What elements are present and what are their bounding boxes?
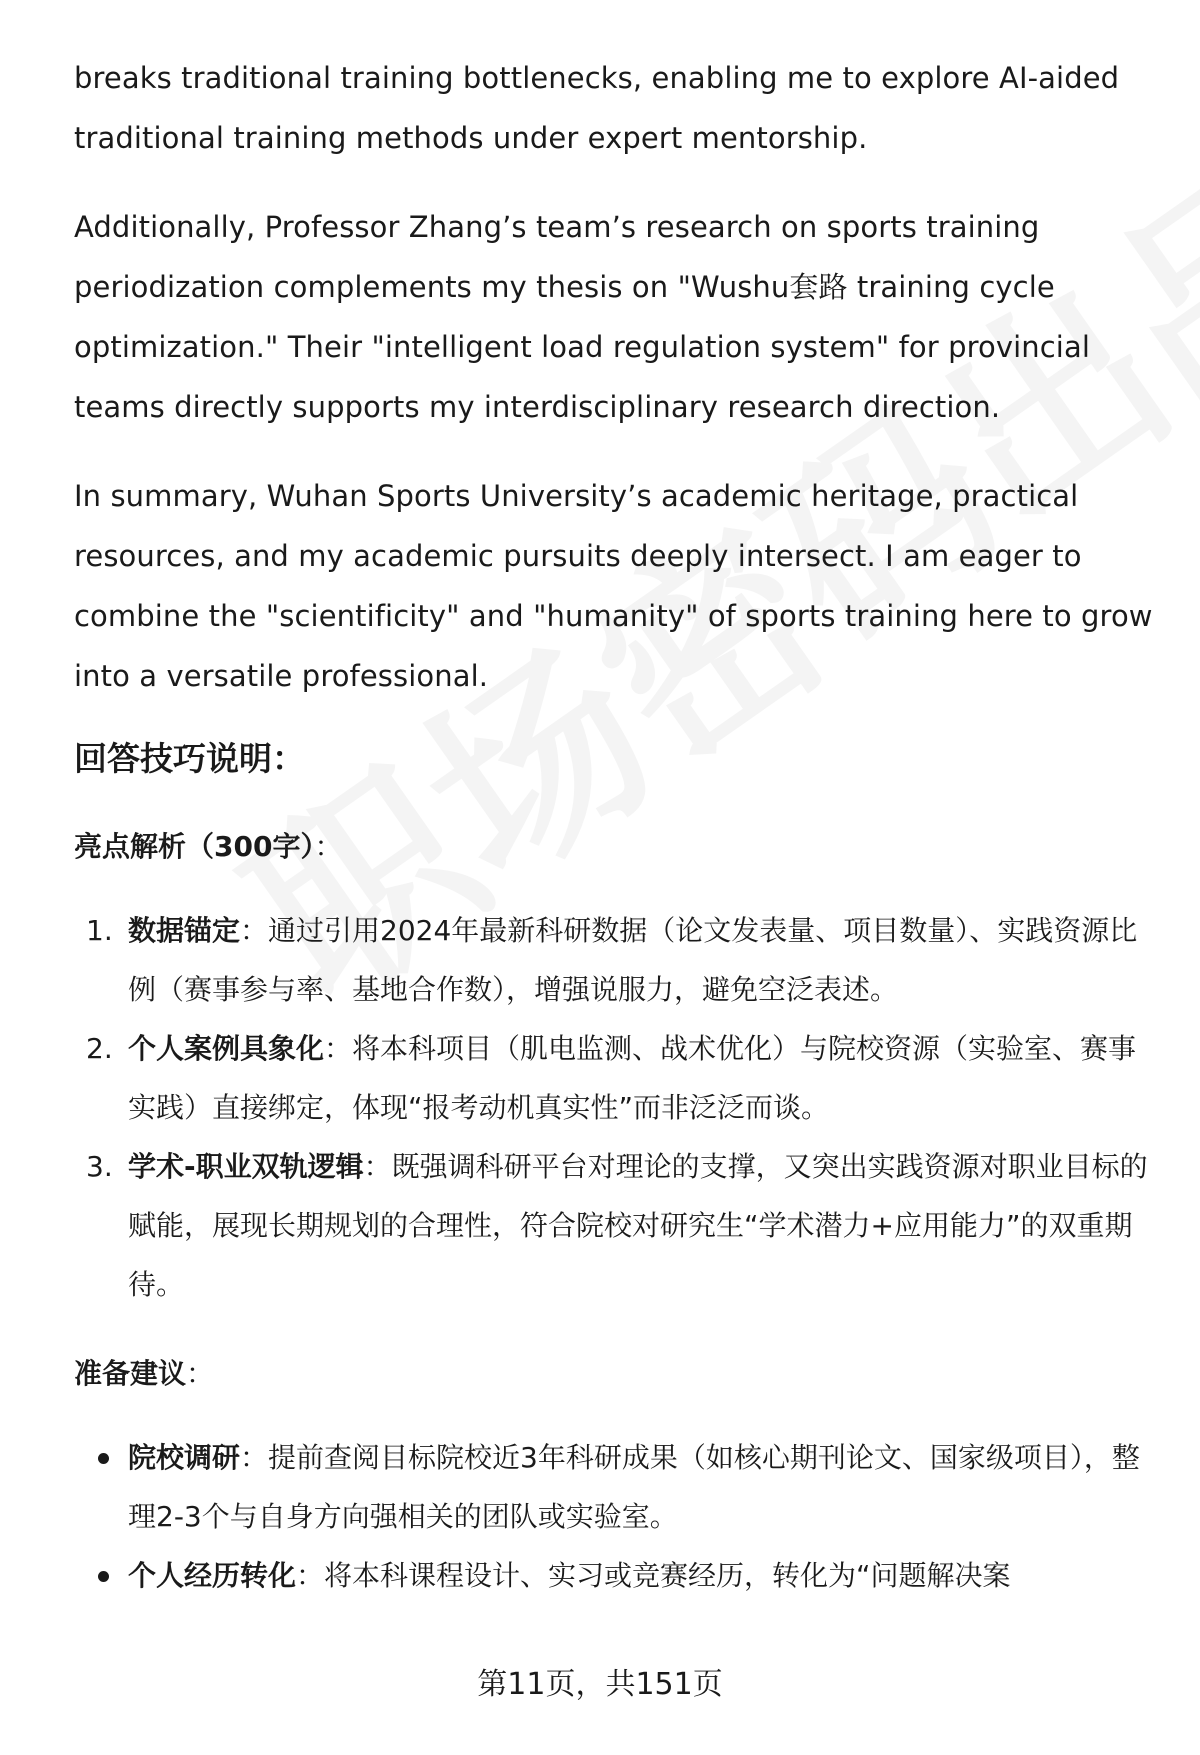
document-page bbox=[74, 48, 1154, 1641]
paragraph: Additionally, Professor Zhang’s team’s research on sports training periodization complements my thesis on "Wushu套路 training cycle optimization." Their "intelligent load regulation system" for provincial teams directly supports my interdisciplinary research direction. bbox=[74, 210, 1090, 424]
section-title: 回答技巧说明： bbox=[74, 739, 305, 778]
highlights-heading-text: 亮点解析（300字） bbox=[74, 830, 315, 863]
list-item bbox=[74, 1546, 1154, 1605]
preparation-list bbox=[74, 1428, 1154, 1605]
list-item bbox=[74, 1137, 1154, 1314]
bullet-icon bbox=[98, 1571, 109, 1582]
bullet-icon bbox=[98, 1453, 109, 1464]
list-number: 1. bbox=[86, 914, 113, 947]
list-item bbox=[74, 901, 1154, 1019]
page-number-footer: 第11页，共151页 bbox=[477, 1667, 723, 1702]
item-text: ：将本科项目（肌电监测、战术优化）与院校资源（实验室、赛事实践）直接绑定，体现“报考动机真实性”而非泛泛而谈。 bbox=[128, 1032, 1137, 1124]
preparation-heading bbox=[74, 1350, 1154, 1398]
item-lead: 个人案例具象化 bbox=[128, 1032, 325, 1065]
item-lead: 个人经历转化 bbox=[128, 1559, 297, 1592]
paragraph: breaks traditional training bottlenecks, enabling me to explore AI-aided traditional training methods under expert mentorship. bbox=[74, 61, 1120, 155]
item-lead: 数据锚定 bbox=[128, 914, 241, 947]
item-text: ：通过引用2024年最新科研数据（论文发表量、项目数量）、实践资源比例（赛事参与率、基地合作数），增强说服力，避免空泛表述。 bbox=[128, 914, 1138, 1006]
preparation-heading-suffix: ： bbox=[186, 1357, 215, 1390]
paragraph: In summary, Wuhan Sports University’s academic heritage, practical resources, and my academic pursuits deeply intersect. I am eager to combine the "scientificity" and "humanity" of sports training here to grow into a versatile professional. bbox=[74, 479, 1153, 693]
list-item bbox=[74, 1428, 1154, 1546]
preparation-heading-text: 准备建议 bbox=[74, 1357, 187, 1390]
item-text: ：既强调科研平台对理论的支撑，又突出实践资源对职业目标的赋能，展现长期规划的合理性，符合院校对研究生“学术潜力+应用能力”的双重期待。 bbox=[128, 1150, 1148, 1301]
highlights-list bbox=[74, 901, 1154, 1314]
highlights-heading bbox=[74, 823, 1154, 871]
list-number: 2. bbox=[86, 1032, 113, 1065]
item-text: ：将本科课程设计、实习或竞赛经历，转化为“问题解决案 bbox=[296, 1559, 1011, 1592]
item-lead: 学术-职业双轨逻辑 bbox=[128, 1150, 364, 1183]
highlights-heading-suffix: ： bbox=[314, 830, 343, 863]
list-item bbox=[74, 1019, 1154, 1137]
list-number: 3. bbox=[86, 1150, 113, 1183]
item-lead: 院校调研 bbox=[128, 1441, 241, 1474]
item-text: ：提前查阅目标院校近3年科研成果（如核心期刊论文、国家级项目），整理2-3个与自身方向强相关的团队或实验室。 bbox=[128, 1441, 1140, 1533]
